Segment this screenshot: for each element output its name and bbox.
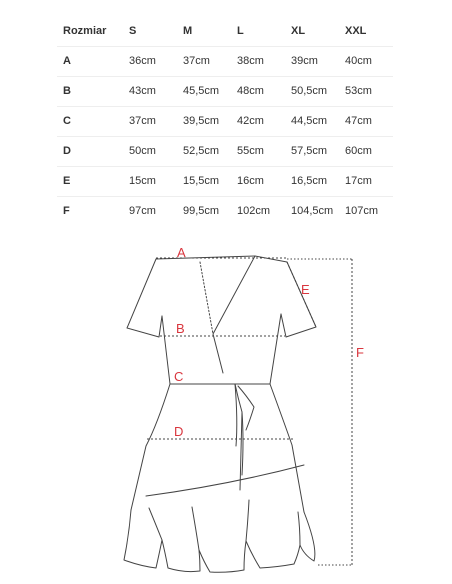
table-cell: 17cm xyxy=(339,166,393,196)
table-row xyxy=(57,136,393,166)
measurement-a-label: A xyxy=(177,245,186,260)
table-cell: 15cm xyxy=(123,166,177,196)
table-cell: 16cm xyxy=(231,166,285,196)
table-cell: 53cm xyxy=(339,76,393,106)
row-label: E xyxy=(57,166,123,196)
table-cell: 99,5cm xyxy=(183,205,220,218)
row-label: F xyxy=(63,205,70,218)
table-cell: 39,5cm xyxy=(177,106,231,136)
table-cell: 55cm xyxy=(231,136,285,166)
header-s: S xyxy=(123,16,177,46)
measurement-e-label: E xyxy=(301,282,310,297)
table-cell: 50,5cm xyxy=(285,76,339,106)
table-row xyxy=(57,166,393,196)
table-row xyxy=(57,46,393,76)
table-cell: 36cm xyxy=(123,46,177,76)
row-label: D xyxy=(57,136,123,166)
table-cell: 37cm xyxy=(123,106,177,136)
measurement-lines xyxy=(147,258,353,565)
row-label: B xyxy=(57,76,123,106)
table-cell: 38cm xyxy=(231,46,285,76)
measurement-f-label: F xyxy=(356,345,364,360)
header-xl: XL xyxy=(285,16,339,46)
dress-measurement-diagram xyxy=(0,236,452,584)
table-cell: 43cm xyxy=(123,76,177,106)
table-cell: 16,5cm xyxy=(285,166,339,196)
table-cell: 57,5cm xyxy=(285,136,339,166)
table-row xyxy=(57,76,393,106)
table-cell: 104,5cm xyxy=(291,205,334,218)
table-cell: 45,5cm xyxy=(177,76,231,106)
table-row xyxy=(57,106,393,136)
table-cell: 42cm xyxy=(231,106,285,136)
table-cell: 60cm xyxy=(339,136,393,166)
dress-outline-icon xyxy=(124,256,316,572)
size-chart-table xyxy=(57,16,393,226)
measurement-c-label: C xyxy=(174,369,184,384)
header-m: M xyxy=(177,16,231,46)
table-cell: 44,5cm xyxy=(285,106,339,136)
table-cell: 48cm xyxy=(231,76,285,106)
row-label: A xyxy=(57,46,123,76)
header-xxl: XXL xyxy=(339,16,393,46)
measurement-d-label: D xyxy=(174,424,184,439)
header-size: Rozmiar xyxy=(57,16,123,46)
table-row xyxy=(57,196,393,226)
table-cell: 47cm xyxy=(339,106,393,136)
table-cell: 40cm xyxy=(339,46,393,76)
table-cell: 50cm xyxy=(123,136,177,166)
table-cell: 37cm xyxy=(177,46,231,76)
table-cell: 97cm xyxy=(129,205,156,218)
table-cell: 39cm xyxy=(285,46,339,76)
table-cell: 15,5cm xyxy=(177,166,231,196)
header-l: L xyxy=(231,16,285,46)
table-cell: 102cm xyxy=(237,205,271,218)
table-cell: 107cm xyxy=(345,205,379,218)
table-cell: 52,5cm xyxy=(177,136,231,166)
table-header-row xyxy=(57,16,393,46)
row-label: C xyxy=(57,106,123,136)
measurement-b-label: B xyxy=(176,321,185,336)
